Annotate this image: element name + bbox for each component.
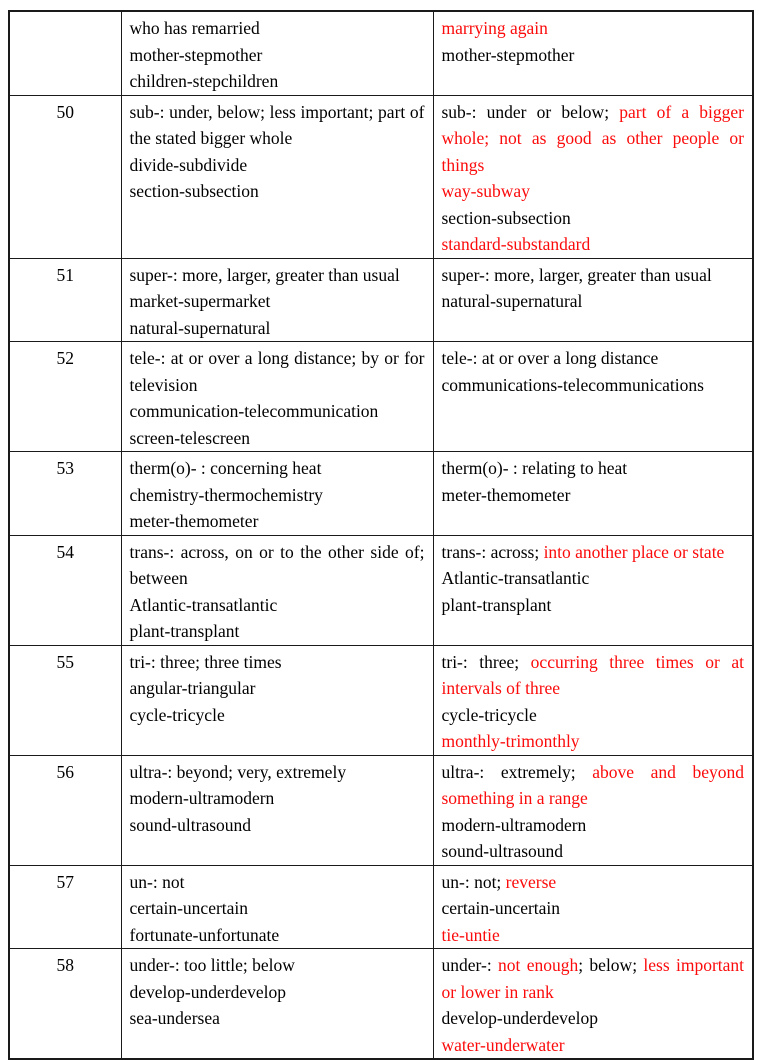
paragraph <box>442 262 745 289</box>
paragraph <box>442 99 745 179</box>
row-number-cell: 55 <box>9 645 121 755</box>
paragraph <box>442 565 745 592</box>
paragraph <box>130 262 425 289</box>
text-segment: natural-supernatural <box>129 317 271 338</box>
paragraph <box>442 952 745 1005</box>
prefix-table <box>8 10 754 1060</box>
table-row <box>9 258 753 342</box>
paragraph <box>130 315 425 342</box>
text-segment: mother-stepmother <box>129 44 263 65</box>
paragraph <box>442 895 745 922</box>
paragraph <box>130 618 425 645</box>
table-row <box>9 755 753 865</box>
text-segment: communication-telecommunication <box>129 401 379 421</box>
paragraph <box>130 152 425 179</box>
text-segment: tele-: at or over a long distance <box>441 348 659 368</box>
text-segment: angular-triangular <box>129 678 256 698</box>
text-segment: ; below; <box>578 955 644 975</box>
red-text-segment: occurring three times or at intervals of three <box>441 651 744 698</box>
text-segment: therm(o)- : concerning heat <box>129 458 322 478</box>
paragraph <box>442 838 745 865</box>
paragraph <box>130 812 425 839</box>
paragraph <box>130 178 425 205</box>
table-row <box>9 535 753 645</box>
paragraph <box>130 952 425 979</box>
paragraph <box>130 15 425 42</box>
left-definition-cell <box>121 258 433 342</box>
table-row <box>9 95 753 258</box>
paragraph <box>130 702 425 729</box>
text-segment: super-: more, larger, greater than usual <box>441 264 712 285</box>
paragraph <box>442 205 745 232</box>
red-text-segment: less important or lower in rank <box>441 955 745 1002</box>
text-segment: market-supermarket <box>129 291 271 311</box>
paragraph <box>442 812 745 839</box>
text-segment: develop-underdevelop <box>441 1008 598 1028</box>
prefix-table-body <box>9 11 753 1059</box>
paragraph <box>442 539 745 566</box>
text-segment: sound-ultrasound <box>441 841 564 861</box>
paragraph <box>442 482 745 509</box>
text-segment: ultra-: beyond; very, extremely <box>129 761 347 782</box>
text-segment: plant-transplant <box>129 621 240 641</box>
paragraph <box>442 759 745 812</box>
paragraph <box>442 1005 745 1032</box>
paragraph <box>442 15 745 42</box>
row-number-cell: 51 <box>9 258 121 342</box>
left-definition-cell <box>121 535 433 645</box>
row-number-cell: 54 <box>9 535 121 645</box>
text-segment: mother-stepmother <box>441 44 575 65</box>
left-definition-cell <box>121 342 433 452</box>
left-definition-cell <box>121 452 433 536</box>
right-definition-cell <box>433 95 753 258</box>
paragraph <box>442 592 745 619</box>
paragraph <box>442 372 745 399</box>
left-definition-cell <box>121 755 433 865</box>
row-number-cell: 58 <box>9 949 121 1060</box>
text-segment: sea-undersea <box>129 1008 220 1028</box>
text-segment: under-: <box>441 955 499 975</box>
right-definition-cell <box>433 11 753 95</box>
table-row <box>9 949 753 1060</box>
text-segment: therm(o)- : relating to heat <box>441 458 628 478</box>
red-text-segment: part of a bigger whole; not as good as other people or things <box>441 101 744 175</box>
paragraph <box>130 592 425 619</box>
paragraph <box>130 425 425 452</box>
red-text-segment: tie-untie <box>441 924 500 945</box>
right-definition-cell <box>433 755 753 865</box>
text-segment: under-: too little; below <box>129 955 295 975</box>
text-segment: children-stepchildren <box>129 71 279 91</box>
text-segment: certain-uncertain <box>441 898 561 918</box>
paragraph <box>442 42 745 69</box>
text-segment: un-: not; <box>441 871 506 892</box>
paragraph <box>130 785 425 812</box>
text-segment: section-subsection <box>129 181 259 201</box>
left-definition-cell <box>121 645 433 755</box>
right-definition-cell <box>433 865 753 949</box>
text-segment: sound-ultrasound <box>129 814 252 835</box>
paragraph <box>130 539 425 592</box>
red-text-segment: way-subway <box>441 181 530 201</box>
text-segment: natural-supernatural <box>441 291 583 311</box>
paragraph <box>130 398 425 425</box>
red-text-segment: marrying again <box>441 18 548 38</box>
text-segment: modern-ultramodern <box>129 788 275 808</box>
row-number-cell: 57 <box>9 865 121 949</box>
red-text-segment: not enough <box>498 955 579 975</box>
row-number-cell: 52 <box>9 342 121 452</box>
paragraph <box>130 922 425 949</box>
right-definition-cell <box>433 535 753 645</box>
paragraph <box>130 979 425 1006</box>
text-segment: divide-subdivide <box>129 154 248 175</box>
right-definition-cell <box>433 342 753 452</box>
table-row <box>9 645 753 755</box>
paragraph <box>130 1005 425 1032</box>
text-segment: sub-: under or below; <box>441 101 620 122</box>
text-segment: section-subsection <box>441 207 571 228</box>
text-segment: Atlantic-transatlantic <box>129 594 278 615</box>
red-text-segment: standard-substandard <box>441 234 591 254</box>
text-segment: sub-: under, below; less important; part of the stated bigger whole <box>129 101 425 148</box>
text-segment: super-: more, larger, greater than usual <box>129 264 400 285</box>
table-row <box>9 452 753 536</box>
paragraph <box>442 649 745 702</box>
text-segment: trans-: across; <box>441 541 544 562</box>
right-definition-cell <box>433 258 753 342</box>
paragraph <box>442 922 745 949</box>
row-number-cell: 50 <box>9 95 121 258</box>
text-segment: fortunate-unfortunate <box>129 924 280 945</box>
text-segment: who has remarried <box>129 18 260 38</box>
text-segment: tri-: three; <box>441 651 531 672</box>
text-segment: tele-: at or over a long distance; by or for television <box>129 348 425 395</box>
paragraph <box>130 288 425 315</box>
paragraph <box>130 508 425 535</box>
right-definition-cell <box>433 645 753 755</box>
text-segment: plant-transplant <box>441 594 552 615</box>
text-segment: ultra-: extremely; <box>441 761 593 782</box>
paragraph <box>442 702 745 729</box>
paragraph <box>130 68 425 95</box>
text-segment: un-: not <box>129 871 185 892</box>
text-segment: certain-uncertain <box>129 898 249 918</box>
paragraph <box>130 649 425 676</box>
text-segment: communications-telecommunications <box>441 374 704 395</box>
row-number-cell: 56 <box>9 755 121 865</box>
paragraph <box>130 42 425 69</box>
red-text-segment: above and beyond something in a range <box>441 761 744 808</box>
paragraph <box>442 231 745 258</box>
text-segment: cycle-tricycle <box>129 704 225 725</box>
left-definition-cell <box>121 95 433 258</box>
red-text-segment: into another place or state <box>543 541 725 562</box>
row-number-cell: 53 <box>9 452 121 536</box>
text-segment: screen-telescreen <box>129 427 250 448</box>
text-segment: trans-: across, on or to the other side of; between <box>129 541 425 588</box>
text-segment: develop-underdevelop <box>129 981 286 1002</box>
text-segment: chemistry-thermochemistry <box>129 484 323 505</box>
red-text-segment: water-underwater <box>441 1034 565 1055</box>
paragraph <box>442 345 745 372</box>
right-definition-cell <box>433 452 753 536</box>
paragraph <box>130 482 425 509</box>
row-number-cell <box>9 11 121 95</box>
red-text-segment: reverse <box>505 871 557 892</box>
text-segment: cycle-tricycle <box>441 704 537 725</box>
left-definition-cell <box>121 11 433 95</box>
paragraph <box>130 869 425 896</box>
paragraph <box>130 455 425 482</box>
paragraph <box>442 455 745 482</box>
right-definition-cell <box>433 949 753 1060</box>
text-segment: meter-themometer <box>129 511 259 531</box>
paragraph <box>130 99 425 152</box>
left-definition-cell <box>121 949 433 1060</box>
paragraph <box>442 1032 745 1059</box>
paragraph <box>130 895 425 922</box>
table-row <box>9 342 753 452</box>
text-segment: meter-themometer <box>441 484 571 505</box>
text-segment: tri-: three; three times <box>129 651 282 672</box>
paragraph <box>130 759 425 786</box>
paragraph <box>130 345 425 398</box>
paragraph <box>442 728 745 755</box>
table-row <box>9 11 753 95</box>
text-segment: Atlantic-transatlantic <box>441 568 590 588</box>
left-definition-cell <box>121 865 433 949</box>
table-row <box>9 865 753 949</box>
paragraph <box>442 178 745 205</box>
red-text-segment: monthly-trimonthly <box>441 731 580 751</box>
text-segment: modern-ultramodern <box>441 814 587 835</box>
paragraph <box>442 288 745 315</box>
paragraph <box>130 675 425 702</box>
paragraph <box>442 869 745 896</box>
